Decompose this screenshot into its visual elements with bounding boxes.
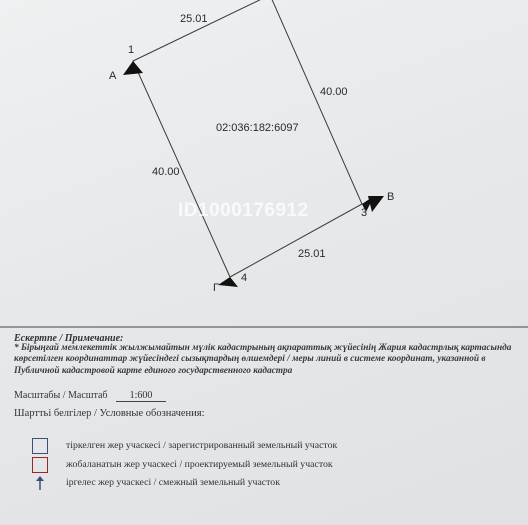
- vertex-number-3: 3: [361, 207, 368, 219]
- vertex-letter-g: Г: [213, 282, 219, 294]
- square-outline-blue-icon: [32, 438, 48, 454]
- edge-label-right: 40.00: [320, 86, 348, 98]
- scale-value: 1:600: [116, 390, 166, 402]
- vertex-number-1: 1: [128, 44, 135, 56]
- edge-label-left: 40.00: [152, 166, 180, 178]
- note-title: Ескертпе / Примечание:: [14, 333, 124, 344]
- legend-label: тіркелген жер учаскесі / зарегистрированный земельный участок: [66, 440, 338, 451]
- vertex-marker-g: [218, 277, 238, 287]
- parcel-boundary: [133, 0, 362, 277]
- vertex-marker-b-arrow: [368, 196, 384, 212]
- square-outline-red-icon: [32, 457, 48, 473]
- vertex-letter-b: В: [387, 191, 395, 203]
- legend-label: жобаланатын жер учаскесі / проектируемый земельный участок: [66, 459, 333, 470]
- scale-label: Масштабы / Масштаб: [14, 390, 108, 401]
- scale-line: [14, 390, 166, 402]
- legend-title: Шарттьі белгілер / Условные обозначения:: [14, 408, 205, 419]
- cadastral-number: 02:036:182:6097: [216, 122, 299, 134]
- vertex-number-4: 4: [241, 272, 248, 284]
- vertex-letter-a: А: [109, 70, 117, 82]
- edge-label-top: 25.01: [180, 13, 208, 25]
- note-body: * Бірыңғай мемлекеттік жылжымайтын мүлік кадастрының ақпараттық жүйесінің Жария кадастрлық картасында көрсетілген координаттар жүйесіндегі сызықтардың өлшемдері / меры линий в системе координат, указанной в Публичной кадастровой карте единого государственного кадастра: [14, 343, 512, 376]
- legend-label: іргелес жер учаскесі / смежный земельный участок: [66, 477, 280, 488]
- edge-label-bottom: 25.01: [298, 248, 326, 260]
- vertex-marker-a: [123, 61, 143, 75]
- watermark: ID1000176912: [178, 200, 309, 221]
- arrow-up-icon: [32, 475, 48, 491]
